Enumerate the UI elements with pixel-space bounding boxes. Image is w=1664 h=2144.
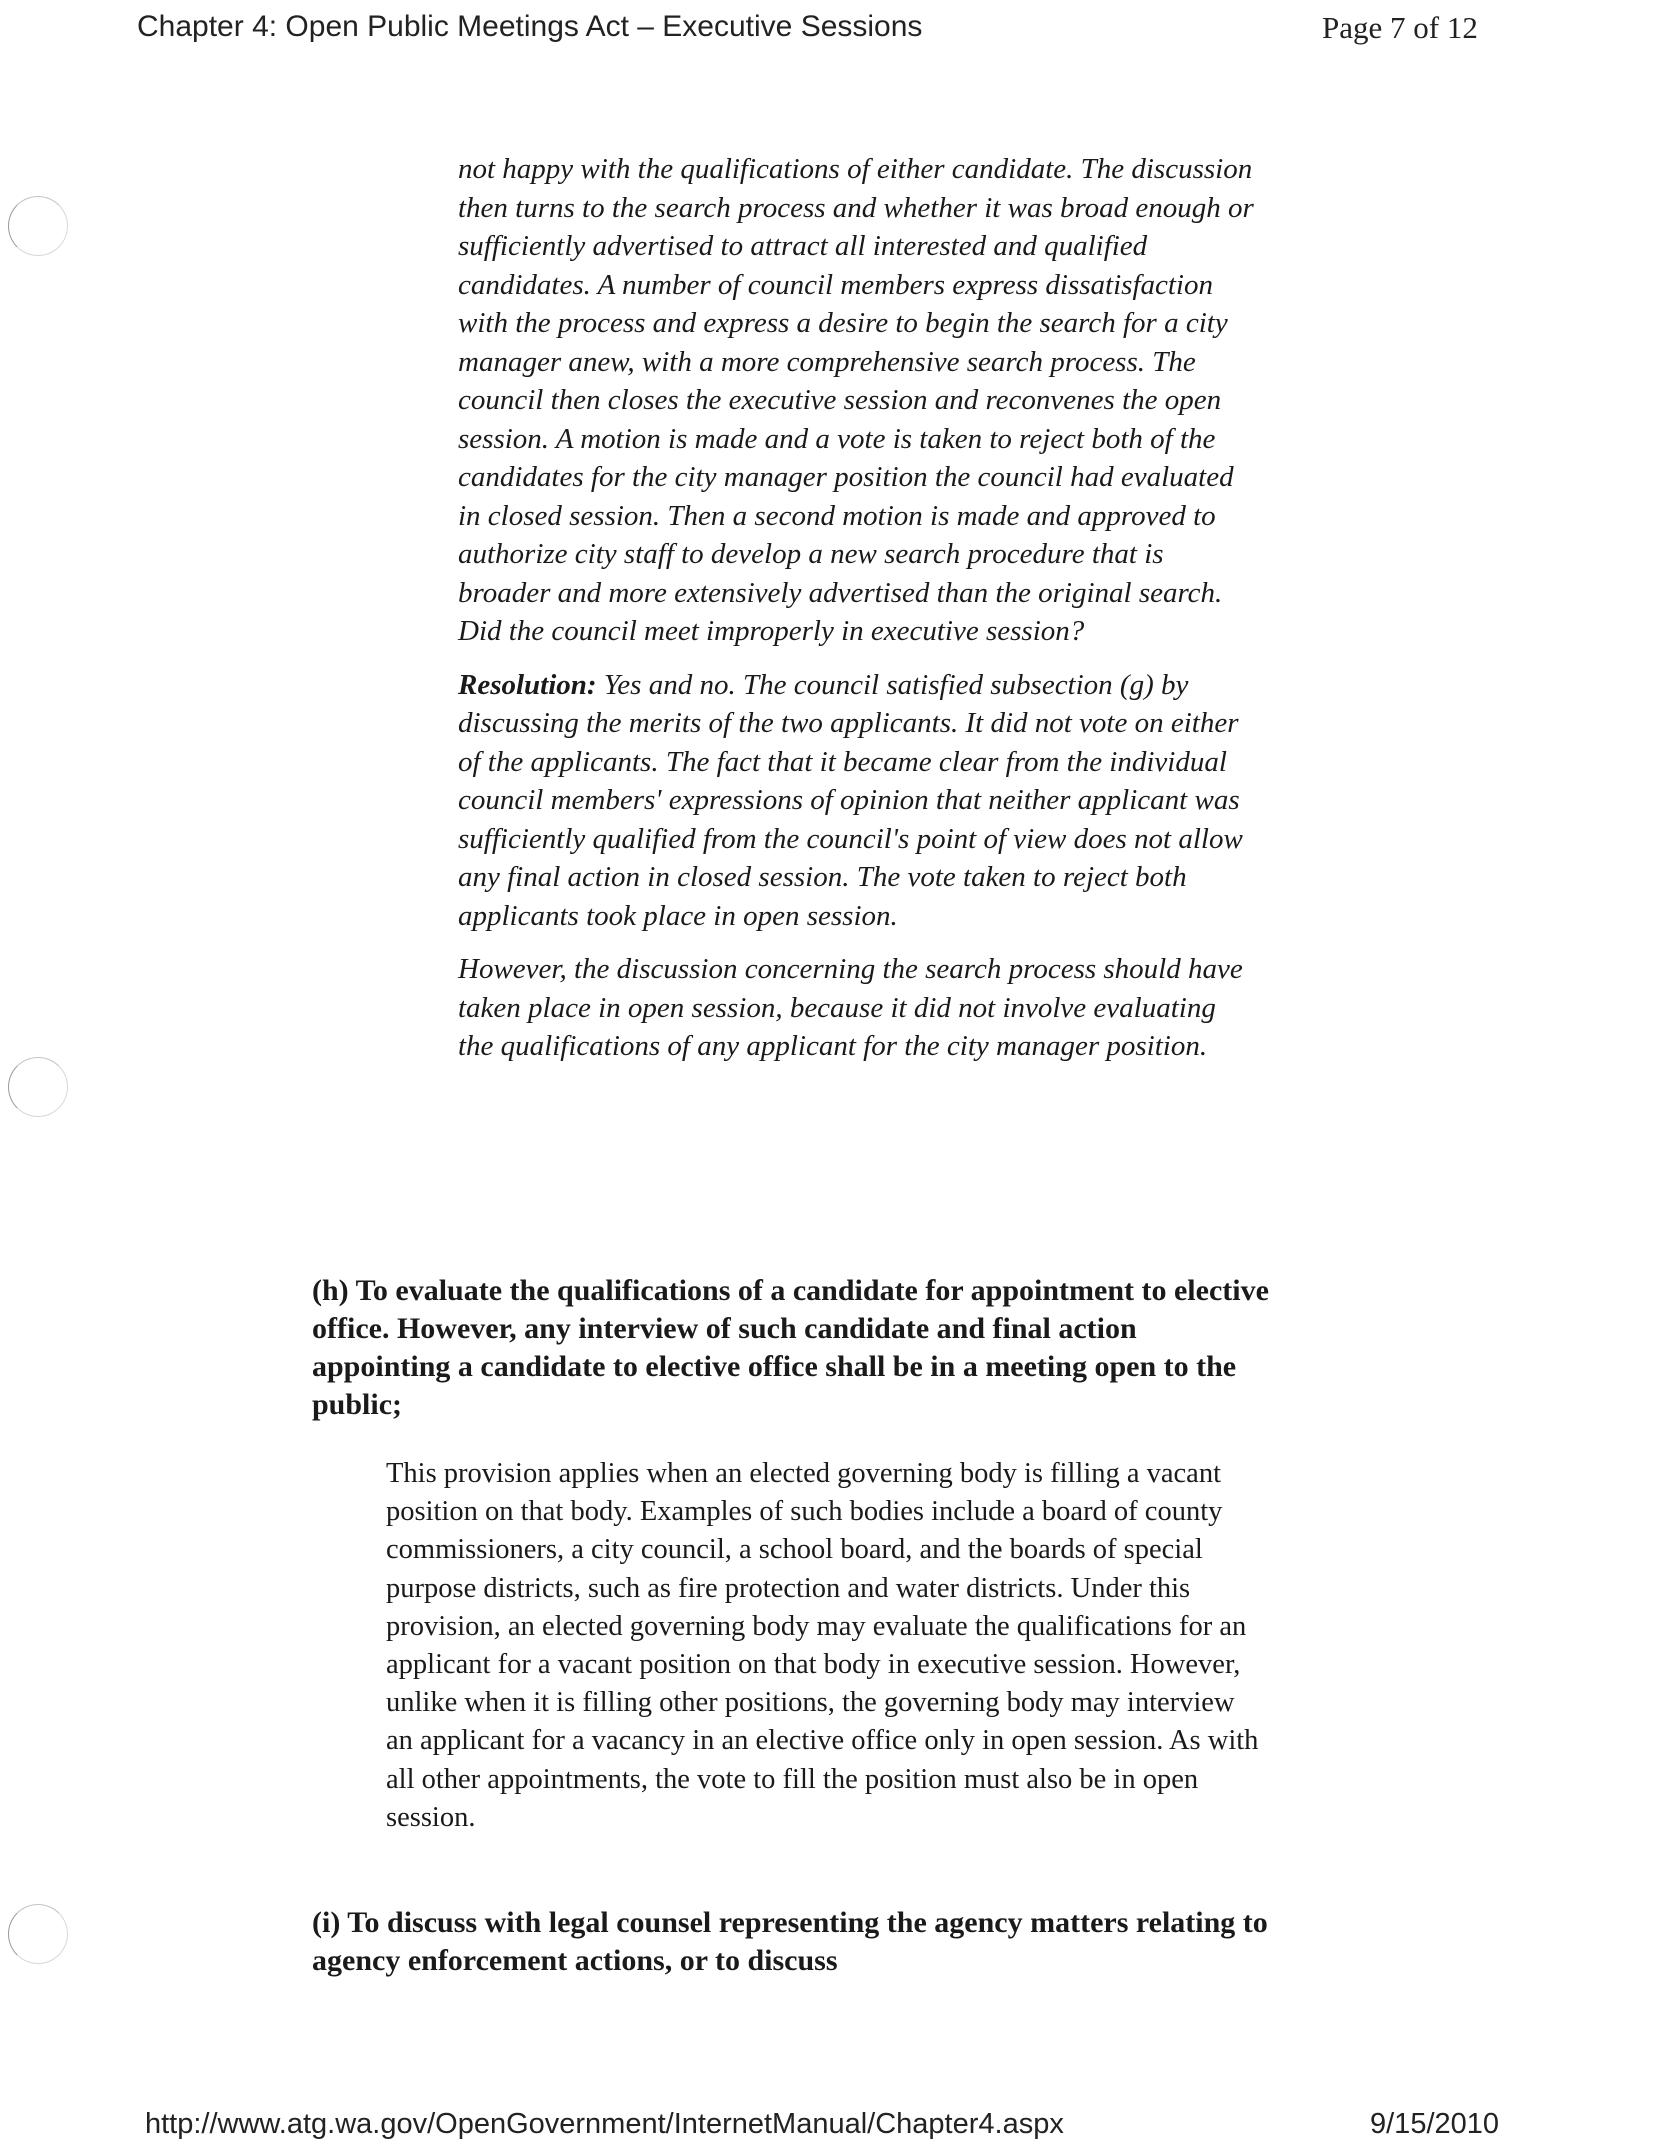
- example-block: [458, 150, 1258, 1081]
- punch-hole: [8, 196, 68, 256]
- section-h-body: This provision applies when an elected governing body is filling a vacant position on that body. Examples of such bodies include a board of county commissioners, a city council, a school board, and the boards of special purpose districts, such as fire protection and water districts. Under this provision, an elected governing body may evaluate the qualifications for an applicant for a vacant position on that body in executive session. However, unlike when it is filling other positions, the governing body may interview an applicant for a vacancy in an elective office only in open session. As with all other appointments, the vote to fill the position must also be in open session.: [386, 1458, 1259, 1833]
- resolution-label: Resolution:: [458, 668, 597, 701]
- punch-hole: [8, 1904, 68, 1964]
- example-scenario: not happy with the qualifications of either candidate. The discussion then turns to the search process and whether it was broad enough or sufficiently advertised to attract all interested and qualified candidates. A number of council members express dissatisfaction with the process and express a desire to begin the search for a city manager anew, with a more comprehensive search process. The council then closes the executive session and reconvenes the open session. A motion is made and a vote is taken to reject both of the candidates for the city manager position the council had evaluated in closed session. Then a second motion is made and approved to authorize city staff to develop a new search procedure that is broader and more extensively advertised than the original search. Did the council meet improperly in executive session?: [458, 153, 1254, 647]
- section-i-heading: (i) To discuss with legal counsel representing the agency matters relating to agency enforcement actions, or to discuss: [312, 1906, 1268, 1977]
- footer-date: 9/15/2010: [1370, 2108, 1500, 2140]
- example-resolution: [458, 666, 1258, 936]
- example-however: However, the discussion concerning the search process should have taken place in open session, because it did not involve evaluating the qualifications of any applicant for the city manager position.: [458, 953, 1243, 1062]
- punch-hole: [8, 1057, 68, 1117]
- resolution-text: Yes and no. The council satisfied subsection (g) by discussing the merits of the two applicants. It did not vote on either of the applicants. The fact that it became clear from the individual council members' expressions of opinion that neither applicant was sufficiently qualified from the council's point of view does not allow any final action in closed session. The vote taken to reject both applicants took place in open session.: [458, 668, 1243, 932]
- footer-url: http://www.atg.wa.gov/OpenGovernment/InternetManual/Chapter4.aspx: [145, 2108, 1064, 2140]
- section-h-heading: (h) To evaluate the qualifications of a candidate for appointment to elective office. However, any interview of such candidate and final action appointing a candidate to elective office shall be in a meeting open to the public;: [312, 1274, 1269, 1421]
- page-number: Page 7 of 12: [1322, 10, 1478, 45]
- header-title: Chapter 4: Open Public Meetings Act – Executive Sessions: [137, 10, 923, 43]
